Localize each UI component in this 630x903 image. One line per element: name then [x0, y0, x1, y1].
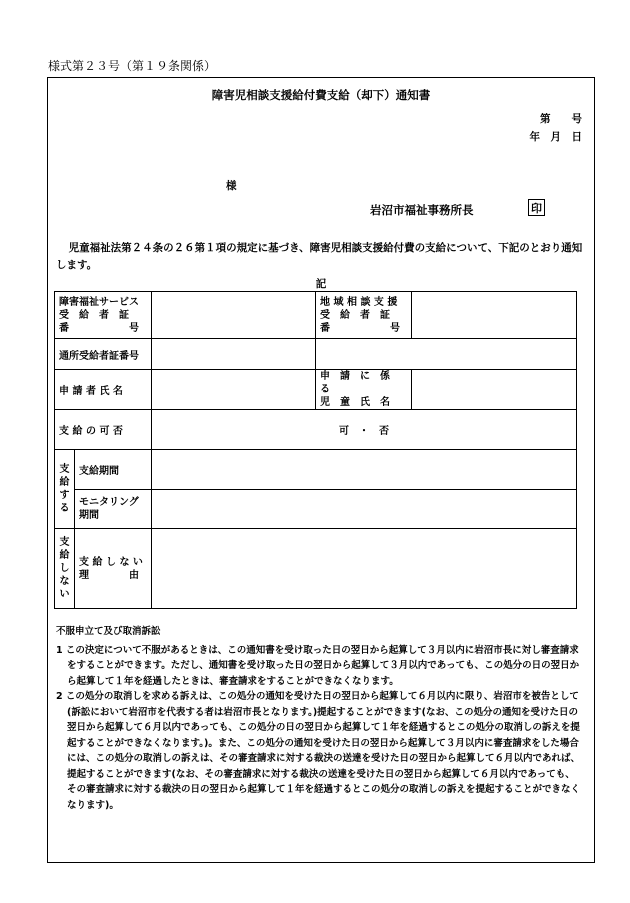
table-row [55, 410, 577, 450]
form-number: 様式第２３号（第１９条関係） [48, 59, 217, 73]
blank-cell [316, 339, 577, 370]
table-row [55, 490, 577, 529]
monitoring-value [152, 490, 577, 529]
vertical-char: し [59, 563, 70, 574]
notice-table [54, 291, 577, 609]
table-row [55, 339, 577, 370]
notice-body: 児童福祉法第２４条の２６第１項の規定に基づき、障害児相談支援給付費の支給について、下記のとおり通知します。 [56, 242, 583, 271]
appeal-notes [56, 624, 584, 813]
notes-heading: 不服申立て及び取消訴訟 [56, 626, 161, 637]
label-line: 受 給 者 証 [320, 309, 390, 321]
document-title: 障害児相談支援給付費支給（却下）通知書 [211, 88, 431, 102]
table-row [55, 292, 577, 339]
ki-heading: 記 [315, 278, 327, 290]
label-line: 番 号 [59, 322, 139, 334]
nopay-group-label [55, 529, 75, 609]
day-service-cert-label: 通所受給者証番号 [55, 339, 152, 370]
table-row [55, 450, 577, 490]
label-line: 申 請 に 係 る [320, 371, 400, 395]
vertical-char: す [59, 490, 70, 501]
issuer-name: 岩沼市福祉事務所長 [370, 203, 474, 217]
approval-label: 支 給 の 可 否 [55, 410, 152, 450]
day-service-cert-number [152, 339, 316, 370]
service-cert-number [152, 292, 316, 339]
vertical-char: い [59, 589, 70, 600]
notes-item-2: 2 この処分の取消しを求める訴えは、この処分の通知を受けた日の翌日から起算して６月以内に限り、岩沼市を被告として(訴訟において岩沼市を代表する者は岩沼市長となります。)提起することができます(なお、この処分の通知を受けた日の翌日から起算して６月以内であっても、この処分の日の翌日から起算して１年を経過するとこの処分の取消しの訴えを提起することができなくなります。)。また、この処分の通知を受けた日の翌日から起算して３月以内に審査請求をした場合には、この処分の取消しの訴えは、その審査請求に対する裁決の送達を受けた日の翌日から起算して６月以内であれば、提起することができます(なお、その審査請求に対する裁決の送達を受けた日の翌日から起算して６月以内であっても、その審査請求に対する裁決の日の翌日から起算して１年を経過するとこの処分の取消しの訴えを提起することができなくなります)。 [56, 691, 581, 811]
document-date: 年 月 日 [529, 131, 582, 143]
notes-item-1: 1 この決定について不服があるときは、この通知書を受け取った日の翌日から起算して３月以内に岩沼市長に対し審査請求をすることができます。ただし、通知書を受け取った日の翌日から起算して３月以内であっても、この処分の日の翌日から起算して１年を経過したときは、審査請求をすることができなくなります。 [56, 644, 580, 687]
label-line: 支 給 し な い [79, 556, 143, 568]
period-value [152, 450, 577, 490]
community-cert-number [412, 292, 577, 339]
applicant-name-label: 申 請 者 氏 名 [55, 370, 152, 410]
vertical-char: 支 [59, 464, 70, 475]
label-line: 理 由 [79, 569, 139, 581]
table-row [55, 529, 577, 609]
vertical-char: 給 [59, 477, 70, 488]
child-name-label [316, 370, 412, 410]
pay-group-label [55, 450, 75, 529]
vertical-char: 給 [59, 550, 70, 561]
seal-box: 印 [528, 199, 545, 216]
vertical-char: 支 [59, 537, 70, 548]
reason-value [152, 529, 577, 609]
addressee-suffix: 様 [226, 180, 237, 192]
vertical-char: な [59, 576, 70, 587]
label-line: 地 域 相 談 支 援 [320, 296, 398, 308]
label-line: 番 号 [320, 322, 400, 334]
reason-label [75, 529, 152, 609]
label-line: モニタリング [79, 497, 139, 508]
label-line: 障害福祉サービス [59, 296, 139, 308]
table-row [55, 370, 577, 410]
service-cert-label [55, 292, 152, 339]
monitoring-label [75, 490, 152, 529]
applicant-name-value [152, 370, 316, 410]
label-text: 受 給 者 証 [59, 309, 129, 321]
notice-frame [47, 77, 595, 863]
label-line [59, 309, 147, 322]
vertical-char: る [59, 503, 70, 514]
label-line: 児 童 氏 名 [320, 397, 390, 408]
community-cert-label [316, 292, 412, 339]
period-label: 支給期間 [75, 450, 152, 490]
approval-value: 可 ・ 否 [152, 410, 577, 450]
label-line: 期間 [79, 510, 99, 521]
document-number: 第 号 [540, 113, 582, 125]
child-name-value [412, 370, 577, 410]
